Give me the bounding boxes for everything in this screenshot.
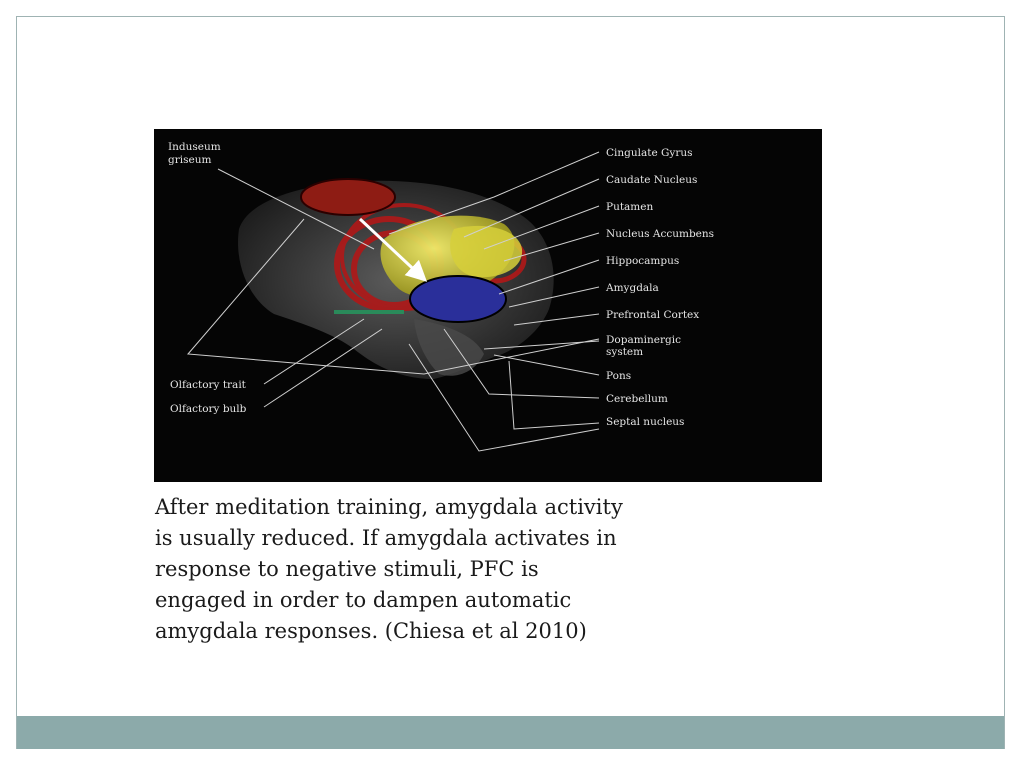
label-dopaminergic-line1: Dopaminergic (606, 334, 681, 346)
label-prefrontal-cortex: Prefrontal Cortex (606, 309, 700, 321)
label-induseum-griseum (168, 141, 224, 166)
label-induseum-line2: griseum (168, 154, 212, 166)
label-hippocampus: Hippocampus (606, 255, 680, 267)
label-septal-nucleus: Septal nucleus (606, 416, 685, 428)
label-cerebellum: Cerebellum (606, 393, 668, 405)
label-caudate-nucleus: Caudate Nucleus (606, 174, 698, 186)
amygdala-highlight (410, 276, 506, 322)
label-pons: Pons (606, 370, 632, 382)
brain-diagram (154, 129, 822, 482)
label-cingulate-gyrus: Cingulate Gyrus (606, 147, 693, 159)
label-putamen: Putamen (606, 201, 654, 213)
label-olfactory-bulb: Olfactory bulb (170, 403, 247, 415)
prefrontal-highlight (301, 179, 395, 215)
slide-caption: After meditation training, amygdala activity is usually reduced. If amygdala activates in response to negative stimuli, PFC is engaged in order to dampen automatic amygdala responses. (Chiesa et al 2010) (155, 495, 623, 643)
label-induseum-line1: Induseum (168, 141, 221, 153)
footer-bar (17, 716, 1004, 749)
label-nucleus-accumbens: Nucleus Accumbens (606, 228, 715, 240)
dopaminergic-accent (334, 310, 404, 314)
label-dopaminergic-line2: system (606, 346, 644, 358)
label-dopaminergic-system (606, 334, 684, 358)
label-olfactory-trait: Olfactory trait (170, 379, 246, 391)
brain-diagram-svg (154, 129, 822, 482)
label-amygdala: Amygdala (606, 282, 659, 294)
